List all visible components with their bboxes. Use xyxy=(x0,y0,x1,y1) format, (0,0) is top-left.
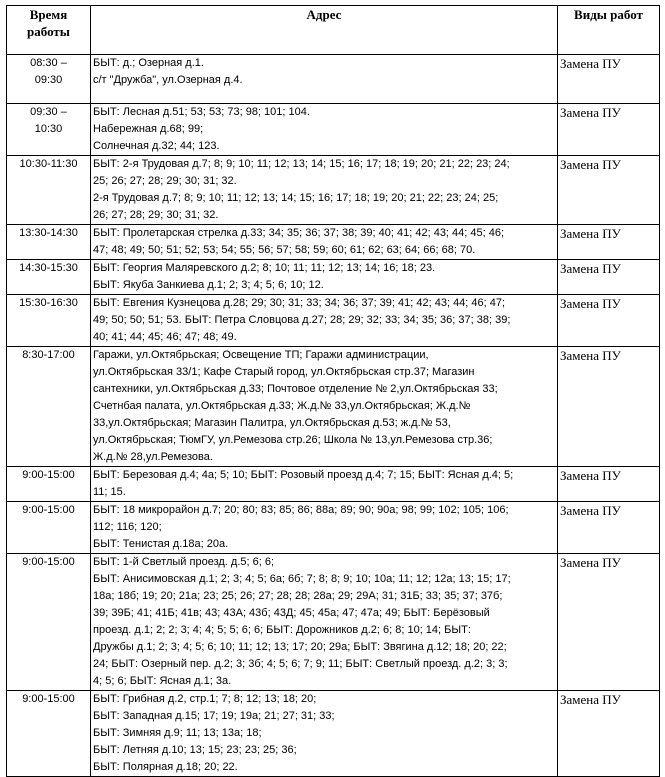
table-row xyxy=(7,691,660,777)
address-line: 47; 48; 49; 50; 51; 52; 53; 54; 55; 56; 57; 58; 59; 60; 61; 62; 63; 64; 66; 68; 70. xyxy=(93,244,476,256)
time-line: 10:30-11:30 xyxy=(19,158,78,170)
address-line: 112; 116; 120; xyxy=(93,521,162,533)
address-line: БЫТ: д.; Озерная д.1. xyxy=(93,57,204,69)
work-cell: Замена ПУ xyxy=(558,55,660,104)
table-row xyxy=(7,502,660,554)
address-line: БЫТ: Якуба Занкиева д.1; 2; 3; 4; 5; 6; 10; 12. xyxy=(93,279,324,291)
time-line: 9:00-15:00 xyxy=(22,469,75,481)
address-cell xyxy=(91,104,558,156)
address-line: проезд. д.1; 2; 2; 3; 4; 4; 5; 5; 6; 6; БЫТ: Дорожников д.2; 6; 8; 10; 14; БЫТ: xyxy=(93,624,471,636)
address-line: Солнечная д.32; 44; 123. xyxy=(93,140,220,152)
time-line: 9:00-15:00 xyxy=(22,504,75,516)
address-cell xyxy=(91,554,558,691)
address-line: 4; 5; 6; БЫТ: Ясная д.1; 3а. xyxy=(93,675,232,687)
table-row xyxy=(7,260,660,295)
table-row xyxy=(7,554,660,691)
time-cell xyxy=(7,691,91,777)
header-work: Виды работ xyxy=(558,6,660,55)
schedule-table xyxy=(6,5,660,777)
time-line: 09:30 xyxy=(34,74,63,86)
address-line: 26; 27; 28; 29; 30; 31; 32. xyxy=(93,209,219,221)
address-cell xyxy=(91,502,558,554)
address-cell xyxy=(91,55,558,104)
address-cell xyxy=(91,156,558,225)
address-line: БЫТ: Анисимовская д.1; 2; 3; 4; 5; 6а; 6б; 7; 8; 8; 9; 10; 10а; 11; 12; 12а; 13; 15; 17; xyxy=(93,573,511,585)
address-line: Счетнбая палата, ул.Октябрьская д.33; Ж.д.№ 33,ул.Октябрьская; Ж.д.№ xyxy=(93,400,471,412)
time-cell xyxy=(7,295,91,347)
time-cell xyxy=(7,467,91,502)
time-line: 15:30-16:30 xyxy=(19,297,78,309)
time-line: 08:30 – xyxy=(30,57,67,69)
address-line: БЫТ: Тенистая д.18а; 20а. xyxy=(93,538,229,550)
work-cell: Замена ПУ xyxy=(558,260,660,295)
address-cell xyxy=(91,347,558,467)
time-cell xyxy=(7,225,91,260)
address-line: БЫТ: 2-я Трудовая д.7; 8; 9; 10; 11; 12; 13; 14; 15; 16; 17; 18; 19; 20; 21; 22; 23; 24; xyxy=(93,158,510,170)
work-cell: Замена ПУ xyxy=(558,295,660,347)
address-line: БЫТ: Пролетарская стрелка д.33; 34; 35; 36; 37; 38; 39; 40; 41; 42; 43; 44; 45; 46; xyxy=(93,227,505,239)
work-cell: Замена ПУ xyxy=(558,691,660,777)
work-cell: Замена ПУ xyxy=(558,225,660,260)
address-line: 33,ул.Октябрьская; Магазин Палитра, ул.Октябрьская д.53; ж.д.№ 53, xyxy=(93,417,451,429)
address-line: 39; 39Б; 41; 41Б; 41в; 43; 43А; 43б; 43Д; 45; 45а; 47; 47а; 49; БЫТ: Берёзовый xyxy=(93,607,490,619)
table-row xyxy=(7,156,660,225)
address-line: БЫТ: 1-й Светлый проезд. д.5; 6; 6; xyxy=(93,556,275,568)
work-cell: Замена ПУ xyxy=(558,104,660,156)
time-cell xyxy=(7,55,91,104)
address-line: Ж.д.№ 28,ул.Ремезова. xyxy=(93,451,213,463)
time-cell xyxy=(7,502,91,554)
time-line: 13:30-14:30 xyxy=(19,227,78,239)
address-line: 24; БЫТ: Озерный пер. д.2; 3; 3б; 4; 5; 6; 7; 9; 11; БЫТ: Светлый проезд. д.2; 3; 3; xyxy=(93,658,508,670)
address-line: БЫТ: Георгия Маляревского д.2; 8; 10; 11; 11; 12; 13; 14; 16; 18; 23. xyxy=(93,262,436,274)
work-cell: Замена ПУ xyxy=(558,554,660,691)
work-cell: Замена ПУ xyxy=(558,347,660,467)
header-address: Адрес xyxy=(91,6,558,55)
address-line: ул.Октябрьская 33/1; Кафе Старый город, ул.Октябрьская стр.37; Магазин xyxy=(93,366,475,378)
address-line: 2-я Трудовая д.7; 8; 9; 10; 11; 12; 13; 14; 15; 16; 17; 18; 19; 20; 21; 22; 23; 24; 25; xyxy=(93,192,499,204)
address-line: сантехники, ул.Октябрьская д.33; Почтовое отделение № 2,ул.Октябрьская 33; xyxy=(93,383,498,395)
time-cell xyxy=(7,554,91,691)
table-row xyxy=(7,55,660,104)
address-line: БЫТ: 18 микрорайон д.7; 20; 80; 83; 85; 86; 88а; 89; 90; 90а; 98; 99; 102; 105; 106; xyxy=(93,504,509,516)
time-line: 9:00-15:00 xyxy=(22,556,75,568)
time-line: 8:30-17:00 xyxy=(22,349,75,361)
table-row xyxy=(7,347,660,467)
address-cell xyxy=(91,225,558,260)
address-line: БЫТ: Зимняя д.9; 11; 13; 13а; 18; xyxy=(93,727,262,739)
address-line: БЫТ: Евгения Кузнецова д.28; 29; 30; 31; 33; 34; 36; 37; 39; 41; 42; 43; 44; 46; 47; xyxy=(93,297,506,309)
address-line: 18а; 18б; 19; 20; 21а; 23; 25; 26; 27; 28; 28; 28а; 29; 29А; 31; 31Б; 33; 35; 37; 37б; xyxy=(93,590,503,602)
address-line: БЫТ: Полярная д.18; 20; 22. xyxy=(93,761,238,773)
table-row xyxy=(7,467,660,502)
time-line: 09:30 – xyxy=(30,106,67,118)
address-cell xyxy=(91,295,558,347)
time-line: 14:30-15:30 xyxy=(19,262,78,274)
address-line: 40; 41; 44; 45; 46; 47; 48; 49. xyxy=(93,331,237,343)
address-line: 49; 50; 50; 51; 53. БЫТ: Петра Словцова д.27; 28; 29; 32; 33; 34; 35; 36; 37; 38; 39; xyxy=(93,314,511,326)
address-line: Гаражи, ул.Октябрьская; Освещение ТП; Гаражи администрации, xyxy=(93,349,429,361)
header-row xyxy=(7,6,660,55)
work-cell: Замена ПУ xyxy=(558,502,660,554)
address-line: 11; 15. xyxy=(93,486,126,498)
header-time: Время работы xyxy=(7,6,91,55)
time-cell xyxy=(7,104,91,156)
table-row xyxy=(7,104,660,156)
address-cell xyxy=(91,260,558,295)
work-cell: Замена ПУ xyxy=(558,156,660,225)
address-line: БЫТ: Летняя д.10; 13; 15; 23; 23; 25; 36; xyxy=(93,744,297,756)
work-cell: Замена ПУ xyxy=(558,467,660,502)
time-cell xyxy=(7,156,91,225)
address-line: ул.Октябрьская; ТюмГУ, ул.Ремезова стр.26; Школа № 13,ул.Ремезова стр.36; xyxy=(93,434,493,446)
address-line: Дружбы д.1; 2; 3; 4; 5; 6; 10; 11; 12; 13; 17; 20; 29а; БЫТ: Звягина д.12; 18; 20; 22; xyxy=(93,641,507,653)
address-line: БЫТ: Лесная д.51; 53; 53; 73; 98; 101; 104. xyxy=(93,106,310,118)
address-line: 25; 26; 27; 28; 29; 30; 31; 32. xyxy=(93,175,237,187)
table-row xyxy=(7,225,660,260)
time-cell xyxy=(7,260,91,295)
time-cell xyxy=(7,347,91,467)
address-cell xyxy=(91,467,558,502)
address-line: БЫТ: Западная д.15; 17; 19; 19а; 21; 27; 31; 33; xyxy=(93,710,335,722)
address-line: БЫТ: Грибная д.2, стр.1; 7; 8; 12; 13; 18; 20; xyxy=(93,693,317,705)
address-line: БЫТ: Березовая д.4; 4а; 5; 10; БЫТ: Розовый проезд д.4; 7; 15; БЫТ: Ясная д.4; 5; xyxy=(93,469,514,481)
time-line: 10:30 xyxy=(34,123,63,135)
time-line: 9:00-15:00 xyxy=(22,693,75,705)
address-line: с/т "Дружба", ул.Озерная д.4. xyxy=(93,74,243,86)
address-line: Набережная д.68; 99; xyxy=(93,123,204,135)
address-cell xyxy=(91,691,558,777)
table-row xyxy=(7,295,660,347)
